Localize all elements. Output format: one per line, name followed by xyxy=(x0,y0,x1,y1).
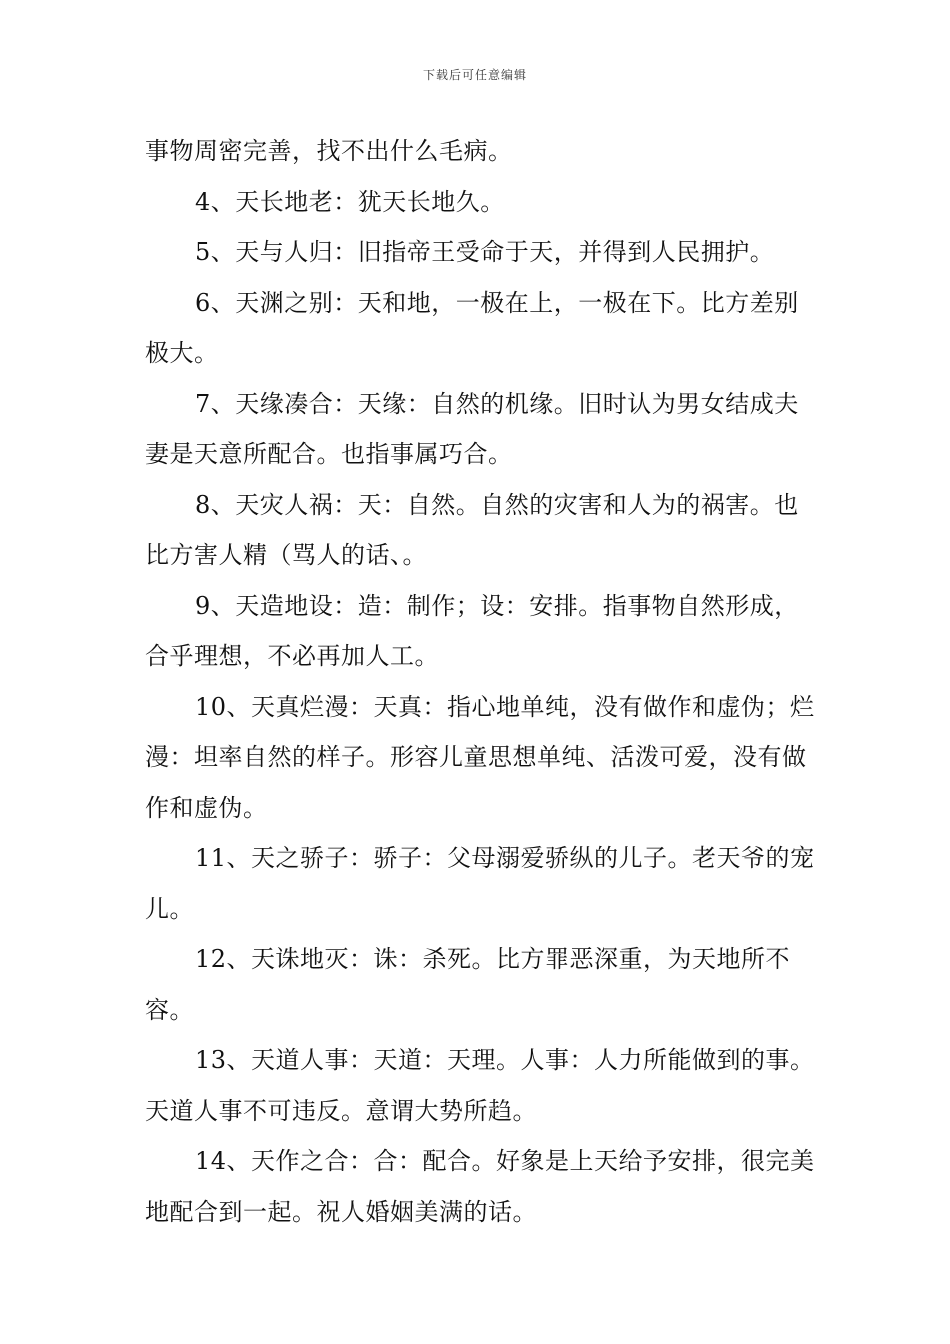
idiom-entry-6: 6、天渊之别：天和地，一极在上，一极在下。比方差别极大。 xyxy=(145,288,799,367)
idiom-entry-10: 10、天真烂漫：天真：指心地单纯，没有做作和虚伪；烂漫：坦率自然的样子。形容儿童思想单纯、活泼可爱，没有做作和虚伪。 xyxy=(145,692,815,822)
idiom-entry-7: 7、天缘凑合：天缘：自然的机缘。旧时认为男女结成夫妻是天意所配合。也指事属巧合。 xyxy=(145,389,799,468)
idiom-entry-12: 12、天诛地灭：诛：杀死。比方罪恶深重，为天地所不容。 xyxy=(145,945,791,1024)
idiom-entry-13: 13、天道人事：天道：天理。人事：人力所能做到的事。天道人事不可违反。意谓大势所趋。 xyxy=(145,1046,815,1125)
header-note: 下载后可任意编辑 xyxy=(422,68,527,82)
idiom-entry-5: 5、天与人归：旧指帝王受命于天，并得到人民拥护。 xyxy=(195,238,775,266)
idiom-entry-4: 4、天长地老：犹天长地久。 xyxy=(195,187,505,216)
paragraph-continuation: 事物周密完善，找不出什么毛病。 xyxy=(145,137,513,165)
idiom-entry-9: 9、天造地设：造：制作；设：安排。指事物自然形成，合乎理想，不必再加人工。 xyxy=(145,591,799,670)
document-body xyxy=(145,126,817,1237)
idiom-entry-8: 8、天灾人祸：天：自然。自然的灾害和人为的祸害。也比方害人精（骂人的话、。 xyxy=(145,490,799,569)
idiom-entry-14: 14、天作之合：合：配合。好象是上天给予安排，很完美地配合到一起。祝人婚姻美满的话。 xyxy=(145,1147,815,1226)
idiom-entry-11: 11、天之骄子：骄子：父母溺爱骄纵的儿子。老天爷的宠儿。 xyxy=(145,844,815,923)
